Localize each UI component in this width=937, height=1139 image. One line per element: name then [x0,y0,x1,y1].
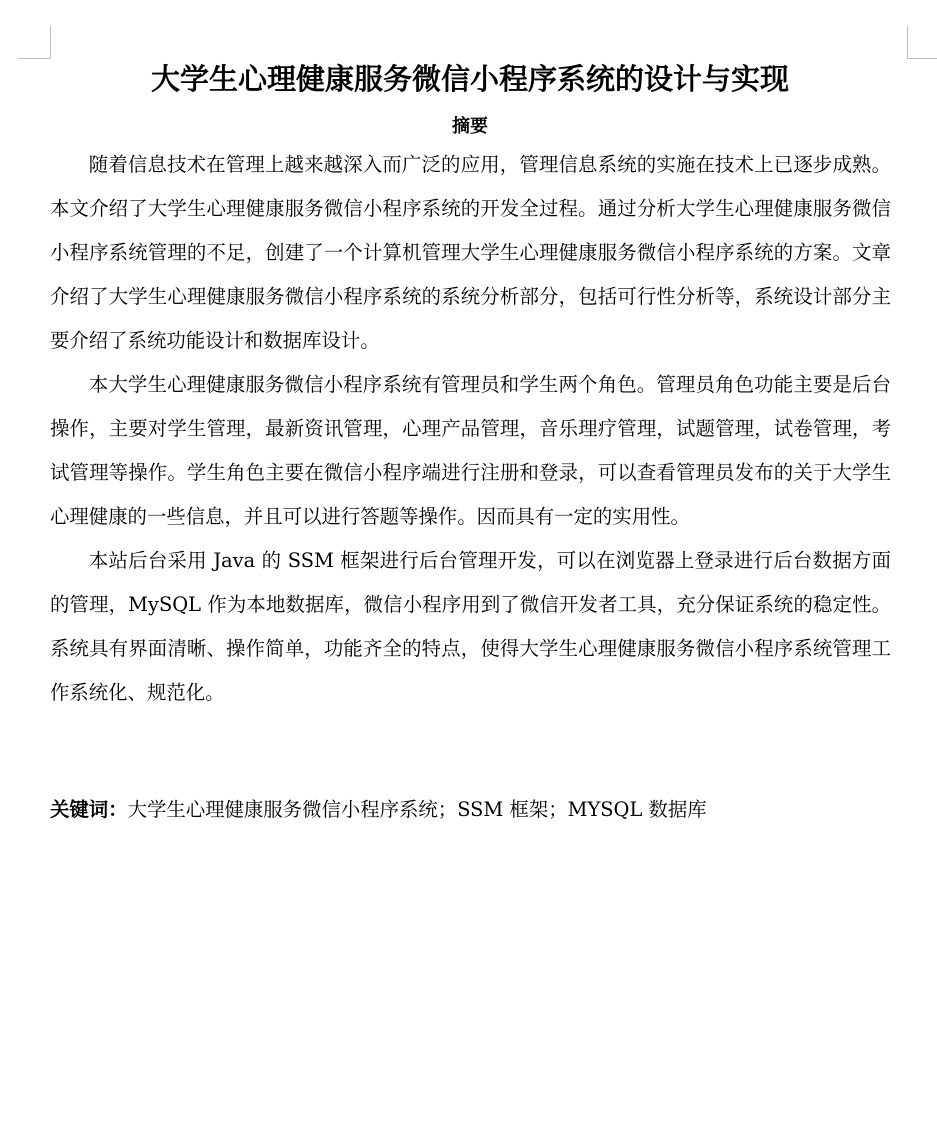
keywords-line [50,788,891,832]
abstract-paragraph-1: 随着信息技术在管理上越来越深入而广泛的应用，管理信息系统的实施在技术上已逐步成熟。本文介绍了大学生心理健康服务微信小程序系统的开发全过程。通过分析大学生心理健康服务微信小程序系统管理的不足，创建了一个计算机管理大学生心理健康服务微信小程序系统的方案。文章介绍了大学生心理健康服务微信小程序系统的系统分析部分，包括可行性分析等，系统设计部分主要介绍了系统功能设计和数据库设计。 [50,153,891,352]
keywords-text: 大学生心理健康服务微信小程序系统；SSM 框架；MYSQL 数据库 [127,798,707,821]
abstract-paragraph-2: 本大学生心理健康服务微信小程序系统有管理员和学生两个角色。管理员角色功能主要是后台操作，主要对学生管理，最新资讯管理，心理产品管理，音乐理疗管理，试题管理，试卷管理，考试管理等操作。学生角色主要在微信小程序端进行注册和登录，可以查看管理员发布的关于大学生心理健康的一些信息，并且可以进行答题等操作。因而具有一定的实用性。 [50,373,891,528]
abstract-heading: 摘要 [452,116,488,137]
crop-mark-top-right [907,26,937,59]
keywords-label: 关键词： [50,798,128,821]
abstract-paragraph-3: 本站后台采用 Java 的 SSM 框架进行后台管理开发，可以在浏览器上登录进行后台数据方面的管理，MySQL 作为本地数据库，微信小程序用到了微信开发者工具，充分保证系统的稳定性。系统具有界面清晰、操作简单，功能齐全的特点，使得大学生心理健康服务微信小程序系统管理工作系统化、规范化。 [50,549,891,704]
document-title: 大学生心理健康服务微信小程序系统的设计与实现 [150,62,789,96]
abstract-body [50,143,891,715]
crop-mark-top-left [18,26,51,59]
